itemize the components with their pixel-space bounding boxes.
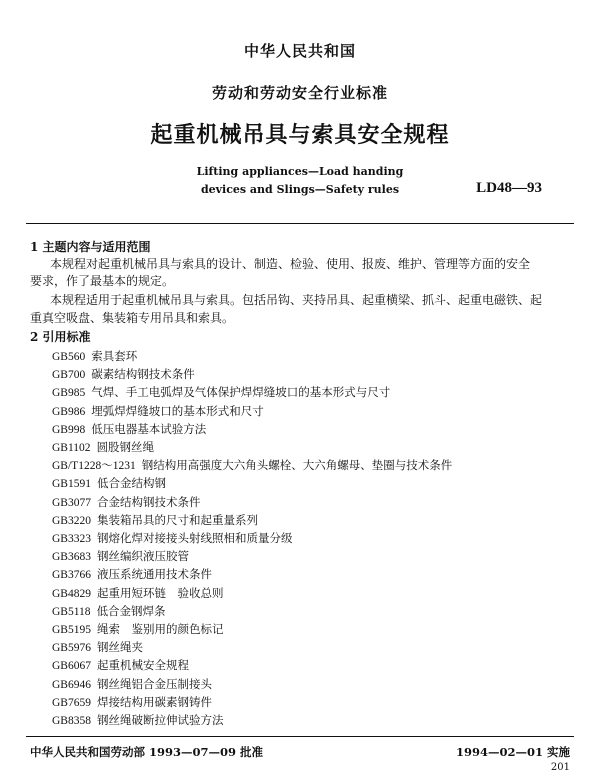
section1-para2-line1: 本规程适用于起重机械吊具与索具。包括吊钩、夹持吊具、起重横梁、抓斗、起重电磁铁、起 [50,293,543,307]
reference-item [52,603,166,619]
document-title: 起重机械吊具与索具安全规程 [150,122,450,148]
effective-date: 1994—02—01 实施 [455,745,570,759]
reference-name: 气焊、手工电弧焊及气体保护焊焊缝坡口的基本形式与尺寸 [91,385,391,400]
reference-name: 液压系统通用技术条件 [96,567,212,582]
english-title-line1: Lifting appliances—Load handing [196,165,404,178]
reference-name: 合金结构钢技术条件 [96,494,201,509]
country-heading: 中华人民共和国 [243,42,356,60]
reference-name: 集装箱吊具的尺寸和起重量系列 [96,512,258,527]
standard-type-heading: 劳动和劳动安全行业标准 [211,84,388,102]
reference-code: GB8358 [52,715,91,727]
reference-item [52,621,223,637]
reference-code: GB1591 [52,478,91,491]
reference-code: GB7659 [52,696,91,709]
reference-code: GB3077 [52,496,91,509]
reference-name: 焊接结构用碳素钢铸件 [96,694,212,709]
standard-code: LD48—93 [476,180,542,196]
reference-name: 钢熔化焊对接接头射线照相和质量分级 [96,531,293,545]
reference-name: 起重用短环链 验收总则 [96,585,224,600]
header-divider [26,223,574,224]
reference-name: 低合金钢焊条 [96,603,166,618]
section1-para1-line2: 要求，作了最基本的规定。 [30,274,175,288]
reference-code: GB4829 [52,587,91,600]
reference-code: GB985 [52,387,86,400]
reference-item [52,566,212,582]
reference-code: GB3766 [52,569,91,582]
reference-name: 钢丝绳夹 [96,640,143,655]
reference-code: GB5195 [52,624,91,636]
reference-code: GB998 [52,423,86,436]
reference-item [52,712,223,728]
reference-item [52,475,166,491]
reference-item [52,348,137,364]
reference-item [52,639,143,655]
reference-code: GB3323 [52,533,91,545]
reference-name: 低压电器基本试验方法 [91,421,207,436]
reference-item [52,585,223,601]
reference-code: GB5118 [52,605,91,618]
reference-name: 钢结构用高强度大六角头螺栓、大六角螺母、垫圈与技术条件 [141,458,453,473]
reference-item [52,457,452,473]
reference-code: GB6946 [52,678,91,691]
english-title-line2: devices and Slings—Safety rules [200,183,400,196]
reference-item [52,494,200,510]
approval-date: 中华人民共和国劳动部 1993—07—09 批准 [30,745,264,759]
reference-name: 圆股钢丝绳 [96,440,155,454]
reference-name: 钢丝绳铝合金压制接头 [96,676,212,691]
reference-code: GB986 [52,405,86,418]
reference-code: GB700 [52,369,86,382]
reference-item [52,548,189,564]
reference-item [52,657,189,673]
reference-name: 索具套环 [91,349,138,363]
reference-item [52,403,264,419]
reference-item [52,421,206,437]
reference-item [52,530,292,546]
section1-para2-line2: 重真空吸盘、集装箱专用吊具和索具。 [30,311,235,325]
page-number: 201 [550,762,570,773]
reference-item [52,694,212,710]
reference-name: 绳索 鉴别用的颜色标记 [96,622,224,636]
reference-code: GB/T1228～1231 [52,460,136,473]
reference-item [52,512,258,528]
reference-name: 碳素结构钢技术条件 [91,367,195,382]
section1-para1-line1: 本规程对起重机械吊具与索具的设计、制造、检验、使用、报废、维护、管理等方面的安全 [50,257,531,271]
reference-name: 埋弧焊焊缝坡口的基本形式和尺寸 [91,403,264,418]
reference-code: GB1102 [52,442,91,454]
reference-code: GB6067 [52,660,91,673]
footer-divider [26,736,574,737]
reference-name: 低合金结构钢 [96,476,166,491]
reference-item [52,366,195,382]
reference-item [52,439,154,455]
reference-name: 钢丝绳破断拉伸试验方法 [96,713,224,727]
reference-name: 钢丝编织液压胶管 [96,549,189,564]
reference-item [52,676,212,692]
reference-name: 起重机械安全规程 [96,658,189,673]
reference-code: GB5976 [52,642,91,655]
section1-heading: 1 主题内容与适用范围 [30,240,151,254]
reference-code: GB3220 [52,514,91,527]
reference-code: GB3683 [52,551,91,564]
reference-item [52,384,390,400]
section2-heading: 2 引用标准 [30,330,91,344]
reference-code: GB560 [52,351,86,363]
